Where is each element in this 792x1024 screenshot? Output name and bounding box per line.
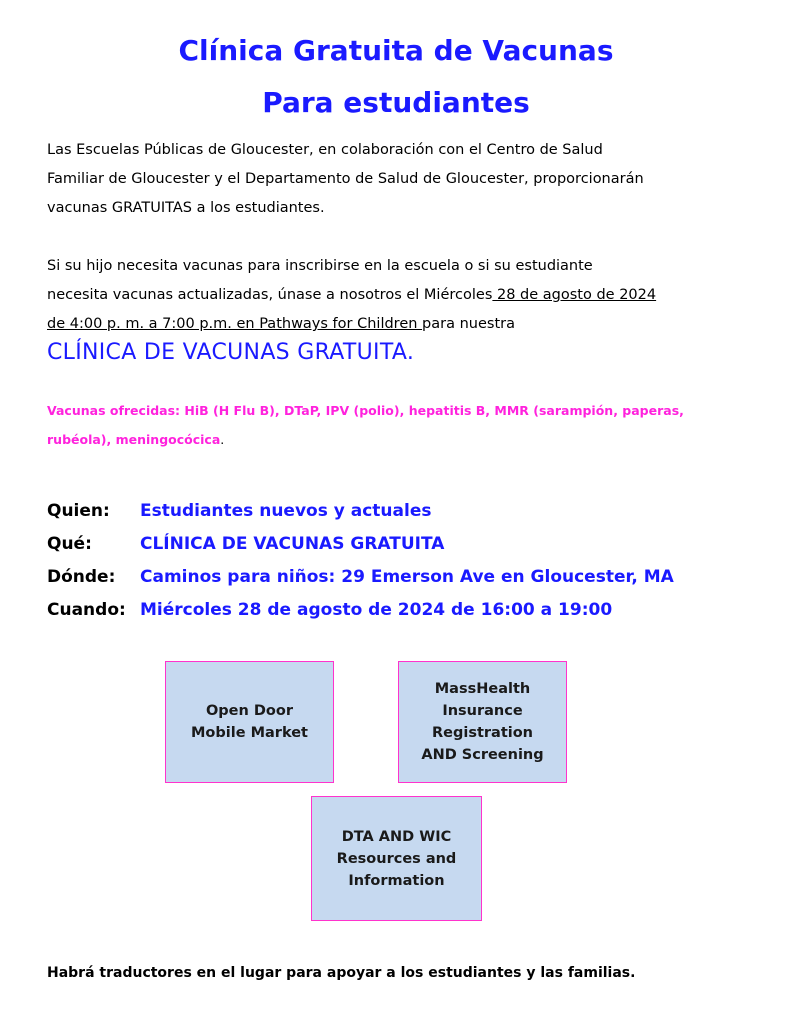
event-date: 28 de agosto de 2024 bbox=[492, 287, 657, 303]
clinic-heading: CLÍNICA DE VACUNAS GRATUITA. bbox=[47, 340, 415, 365]
title-line-1: Clínica Gratuita de Vacunas bbox=[178, 34, 614, 67]
details-line-3: para nuestra bbox=[422, 316, 515, 332]
info-label: Dónde: bbox=[47, 566, 116, 587]
info-row-when bbox=[47, 593, 674, 626]
details-line-2: necesita vacunas actualizadas, únase a nosotros el Miércoles bbox=[47, 287, 493, 303]
intro-line-1: Las Escuelas Públicas de Gloucester, en colaboración con el Centro de Salud bbox=[47, 142, 603, 158]
vaccines-offered bbox=[47, 396, 747, 454]
event-info bbox=[47, 494, 674, 626]
vaccines-end: . bbox=[220, 432, 225, 447]
info-value: Estudiantes nuevos y actuales bbox=[140, 500, 432, 521]
title-line-2: Para estudiantes bbox=[262, 86, 530, 119]
info-label: Qué: bbox=[47, 533, 92, 554]
intro-paragraph bbox=[47, 136, 752, 223]
info-row-where bbox=[47, 560, 674, 593]
info-value: CLÍNICA DE VACUNAS GRATUITA bbox=[140, 533, 445, 554]
info-row-what bbox=[47, 527, 674, 560]
details-paragraph bbox=[47, 252, 752, 339]
intro-line-3: vacunas GRATUITAS a los estudiantes. bbox=[47, 200, 325, 216]
vaccines-list: Vacunas ofrecidas: HiB (H Flu B), DTaP, IPV (polio), hepatitis B, MMR (sarampión, paperas, rubéola), meningocócica bbox=[47, 403, 684, 447]
info-value: Miércoles 28 de agosto de 2024 de 16:00 a 19:00 bbox=[140, 599, 613, 620]
dta-wic-text: DTA AND WIC Resources and Information bbox=[336, 828, 457, 889]
intro-line-2: Familiar de Gloucester y el Departamento de Salud de Gloucester, proporcionarán bbox=[47, 171, 644, 187]
masshealth-text: MassHealth Insurance Registration AND Screening bbox=[421, 681, 544, 763]
mobile-market-box bbox=[165, 661, 334, 783]
info-label: Quien: bbox=[47, 500, 110, 521]
info-value: Caminos para niños: 29 Emerson Ave en Gloucester, MA bbox=[140, 566, 674, 587]
mobile-market-text: Open Door Mobile Market bbox=[191, 703, 308, 741]
event-time-location: de 4:00 p. m. a 7:00 p.m. en Pathways for Children bbox=[47, 316, 423, 332]
dta-wic-box bbox=[311, 796, 482, 921]
info-label: Cuando: bbox=[47, 599, 126, 620]
details-line-1: Si su hijo necesita vacunas para inscribirse en la escuela o si su estudiante bbox=[47, 258, 593, 274]
masshealth-box bbox=[398, 661, 567, 783]
info-row-who bbox=[47, 494, 674, 527]
translators-note: Habrá traductores en el lugar para apoyar a los estudiantes y las familias. bbox=[47, 965, 636, 981]
